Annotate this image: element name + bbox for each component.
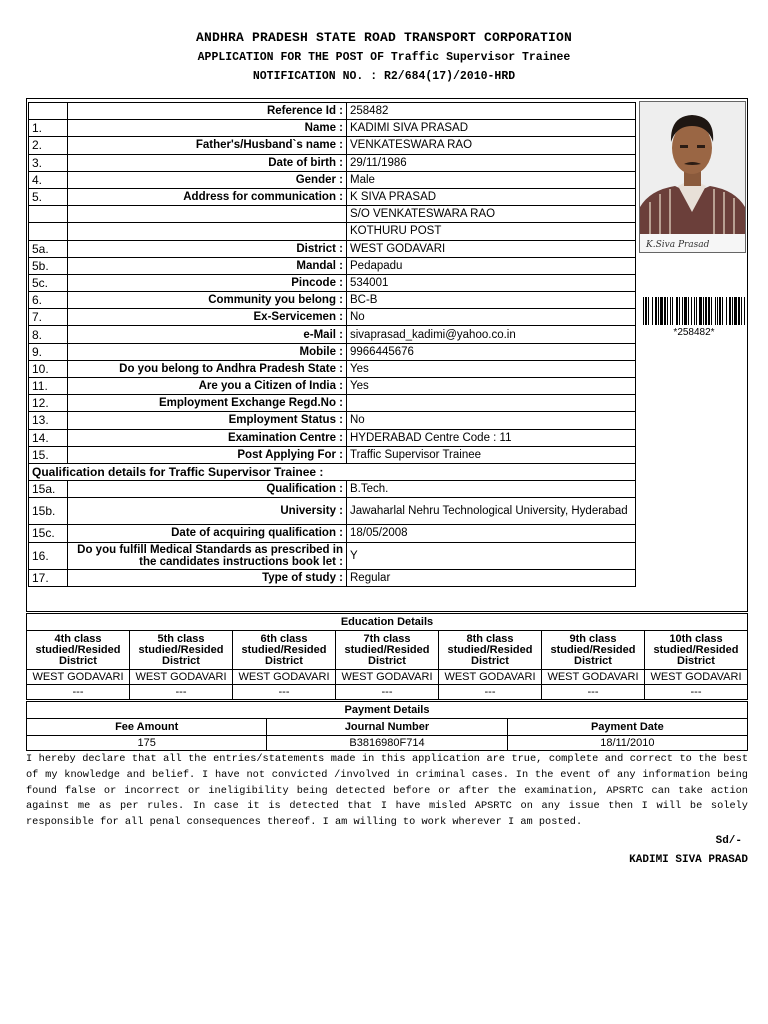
form-row [29,429,636,446]
field-value: Yes [347,378,636,395]
field-label: Mobile : [68,343,347,360]
form-row [29,240,636,257]
form-row [29,103,636,120]
field-value: Regular [347,569,636,586]
payment-column-header: Fee Amount [27,719,267,736]
row-number [29,206,68,223]
education-column-header: 6th class studied/Resided District [233,631,336,670]
field-label: Employment Exchange Regd.No : [68,395,347,412]
notification-number: NOTIFICATION NO. : R2/684(17)/2010-HRD [252,70,516,83]
field-label: Address for communication : [68,188,347,205]
row-number: 17. [29,569,68,586]
row-number: 5. [29,188,68,205]
form-row [29,542,636,569]
education-cell: --- [645,685,748,700]
row-number: 11. [29,378,68,395]
row-number: 10. [29,360,68,377]
field-label: Reference Id : [68,103,347,120]
form-row [29,274,636,291]
declaration-text: I hereby declare that all the entries/statements made in this application are true, complete and correct to the best of my knowledge and belief. I have not convicted /involved in criminal cases. In the event of any information being found false or incorrect or ineligibility being detected before or after the examination, APSRTC can take action against me as per rules. In case it is detected that I have misled APSRTC on any issue then I will be solely responsible for all penal consequences thereof. I am willing to work wherever I am posted. [26,753,748,829]
row-number: 7. [29,309,68,326]
field-value: Traffic Supervisor Trainee [347,446,636,463]
education-district-cell: WEST GODAVARI [645,670,748,685]
field-label: District : [68,240,347,257]
education-cell: --- [130,685,233,700]
field-label: Father's/Husband`s name : [68,137,347,154]
education-cell: --- [27,685,130,700]
applicant-details-table [28,102,636,587]
field-value: Jawaharlal Nehru Technological University, Hyderabad [347,498,636,525]
field-value: Pedapadu [347,257,636,274]
education-details-table [26,613,748,700]
field-label: Date of acquiring qualification : [68,525,347,542]
field-label: Do you belong to Andhra Pradesh State : [68,360,347,377]
qualification-header: Qualification details for Traffic Supervisor Trainee : [29,463,636,480]
reference-barcode [643,297,745,325]
field-value: Y [347,542,636,569]
row-number: 8. [29,326,68,343]
education-district-cell: WEST GODAVARI [130,670,233,685]
field-value: BC-B [347,292,636,309]
payment-value-cell: 175 [27,736,267,751]
form-row [29,326,636,343]
form-row [29,412,636,429]
form-row [29,498,636,525]
form-row [29,360,636,377]
payment-value-cell: 18/11/2010 [507,736,747,751]
form-row [29,292,636,309]
education-column-header: 7th class studied/Resided District [336,631,439,670]
field-value: No [347,309,636,326]
row-number: 15. [29,446,68,463]
signature-name: KADIMI SIVA PRASAD [629,854,748,866]
field-label [68,223,347,240]
field-label [68,206,347,223]
row-number: 15b. [29,498,68,525]
form-row [29,395,636,412]
education-district-cell: WEST GODAVARI [233,670,336,685]
field-value: KADIMI SIVA PRASAD [347,120,636,137]
row-number: 3. [29,154,68,171]
education-cell: --- [542,685,645,700]
payment-value-cell: B3816980F714 [267,736,507,751]
row-number: 16. [29,542,68,569]
field-value: B.Tech. [347,481,636,498]
education-title: Education Details [27,614,748,631]
field-label: Community you belong : [68,292,347,309]
row-number: 5a. [29,240,68,257]
payment-column-header: Journal Number [267,719,507,736]
field-label: Post Applying For : [68,446,347,463]
field-label: Ex-Servicemen : [68,309,347,326]
field-label: University : [68,498,347,525]
education-district-cell: WEST GODAVARI [439,670,542,685]
row-number [29,103,68,120]
form-row [29,525,636,542]
form-row [29,137,636,154]
row-number: 15a. [29,481,68,498]
payment-title: Payment Details [27,702,748,719]
field-value: Male [347,171,636,188]
education-column-header: 8th class studied/Resided District [439,631,542,670]
form-row [29,309,636,326]
field-label: Mandal : [68,257,347,274]
education-cell: --- [336,685,439,700]
row-number [29,223,68,240]
field-value: 18/05/2008 [347,525,636,542]
applicant-photo [639,101,746,253]
row-number: 6. [29,292,68,309]
row-number: 2. [29,137,68,154]
form-row [29,446,636,463]
field-value: WEST GODAVARI [347,240,636,257]
field-value: 9966445676 [347,343,636,360]
education-district-cell: WEST GODAVARI [27,670,130,685]
form-row [29,343,636,360]
form-row [29,171,636,188]
form-row [29,154,636,171]
field-label: Name : [68,120,347,137]
row-number: 12. [29,395,68,412]
field-label: Do you fulfill Medical Standards as prescribed in the candidates instructions book let : [68,542,347,569]
field-value: 258482 [347,103,636,120]
barcode-text: *258482* [673,327,715,338]
application-title: APPLICATION FOR THE POST OF Traffic Supervisor Trainee [197,51,571,64]
field-value: 534001 [347,274,636,291]
row-number: 15c. [29,525,68,542]
row-number: 5c. [29,274,68,291]
field-label: Examination Centre : [68,429,347,446]
row-number: 5b. [29,257,68,274]
field-value: K SIVA PRASAD [347,188,636,205]
education-column-header: 10th class studied/Resided District [645,631,748,670]
row-number: 9. [29,343,68,360]
education-district-cell: WEST GODAVARI [542,670,645,685]
field-label: Qualification : [68,481,347,498]
payment-details-table [26,701,748,751]
form-row [29,206,636,223]
field-label: Employment Status : [68,412,347,429]
education-column-header: 5th class studied/Resided District [130,631,233,670]
field-value: HYDERABAD Centre Code : 11 [347,429,636,446]
form-row [29,569,636,586]
form-row [29,378,636,395]
field-value: S/O VENKATESWARA RAO [347,206,636,223]
field-value: VENKATESWARA RAO [347,137,636,154]
field-value: KOTHURU POST [347,223,636,240]
field-label: Gender : [68,171,347,188]
field-label: Are you a Citizen of India : [68,378,347,395]
row-number: 13. [29,412,68,429]
field-label: Date of birth : [68,154,347,171]
education-cell: --- [233,685,336,700]
form-row [29,120,636,137]
row-number: 1. [29,120,68,137]
field-value: sivaprasad_kadimi@yahoo.co.in [347,326,636,343]
form-row [29,481,636,498]
education-district-cell: WEST GODAVARI [336,670,439,685]
field-value: 29/11/1986 [347,154,636,171]
payment-column-header: Payment Date [507,719,747,736]
education-column-header: 9th class studied/Resided District [542,631,645,670]
signature-sd: Sd/- [715,835,742,847]
field-label: e-Mail : [68,326,347,343]
svg-text:K.Siva Prasad: K.Siva Prasad [646,240,710,250]
row-number: 4. [29,171,68,188]
form-row [29,223,636,240]
field-value: No [347,412,636,429]
field-value: Yes [347,360,636,377]
education-column-header: 4th class studied/Resided District [27,631,130,670]
field-value [347,395,636,412]
field-label: Pincode : [68,274,347,291]
row-number: 14. [29,429,68,446]
field-label: Type of study : [68,569,347,586]
education-cell: --- [439,685,542,700]
form-row [29,188,636,205]
org-title: ANDHRA PRADESH STATE ROAD TRANSPORT CORPORATION [195,30,573,45]
form-row [29,257,636,274]
